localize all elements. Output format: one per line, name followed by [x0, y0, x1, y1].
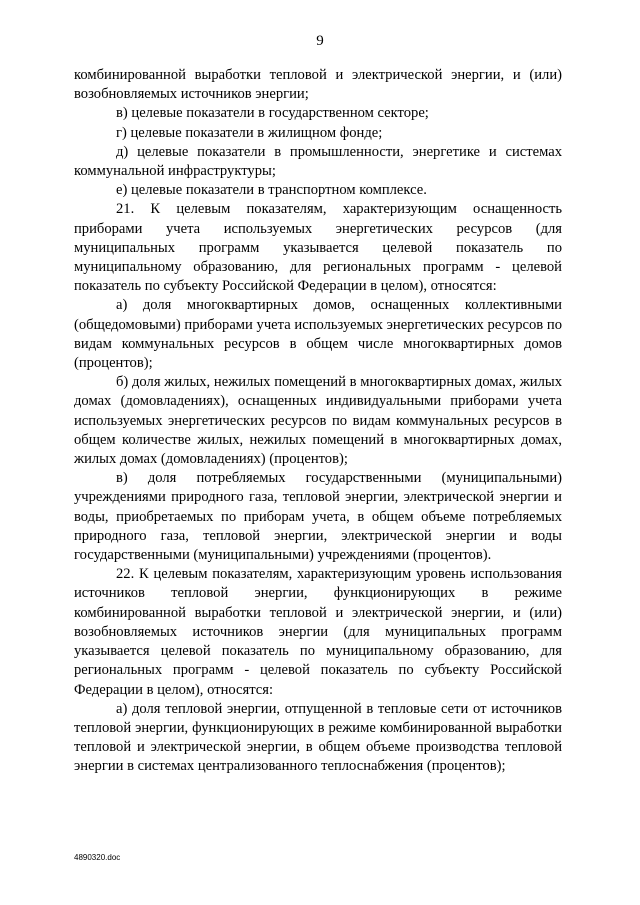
paragraph-clause-21-v: в) доля потребляемых государственными (муниципальными) учреждениями природного газа, тепловой энергии, электрической энергии и воды, приобретаемых по приборам учета, в общем объеме потребляемых природного газа, тепловой энергии, электрической энергии и воды государственными (муниципальными) учреждениями (процентов).	[74, 470, 562, 564]
page-number: 9	[316, 33, 324, 49]
paragraph-item-e: е) целевые показатели в транспортном комплексе.	[116, 182, 427, 199]
paragraph-clause-22-a: а) доля тепловой энергии, отпущенной в тепловые сети от источников тепловой энергии, функционирующих в режиме комбинированной выработки тепловой и электрической энергии, в общем объеме производства тепловой энергии в системах централизованного теплоснабжения (процентов);	[74, 700, 562, 775]
paragraph-clause-21-b: б) доля жилых, нежилых помещений в многоквартирных домах, жилых домах (домовладениях), оснащенных индивидуальными приборами учета используемых энергетических ресурсов по видам коммунальных ресурсов в общем количестве жилых, нежилых помещений в многоквартирных домах, жилых домах (домовладениях) (процентов);	[74, 374, 562, 468]
footer-filename: 4890320.doc	[74, 853, 121, 862]
paragraph-clause-21: 21. К целевым показателям, характеризующим оснащенность приборами учета используемых энергетических ресурсов (для муниципальных программ указывается целевой показатель по муниципальному образованию, для региональных программ - целевой показатель по субъекту Российской Федерации в целом), относятся:	[74, 201, 562, 295]
paragraph-clause-21-a: а) доля многоквартирных домов, оснащенных коллективными (общедомовыми) приборами учета используемых энергетических ресурсов по видам коммунальных ресурсов в общем числе многоквартирных домов (процентов);	[74, 297, 562, 372]
paragraph-continuation: комбинированной выработки тепловой и электрической энергии, и (или) возобновляемых источников энергии;	[74, 67, 562, 103]
paragraph-clause-22: 22. К целевым показателям, характеризующим уровень использования источников тепловой энергии, функционирующих в режиме комбинированной выработки тепловой и электрической энергии, и (или) возобновляемых источников энергии (для муниципальных программ указывается целевой показатель по муниципальному образованию, для региональных программ - целевой показатель по субъекту Российской Федерации в целом), относятся:	[74, 566, 562, 698]
body-text	[74, 66, 562, 777]
paragraph-item-d: д) целевые показатели в промышленности, энергетике и системах коммунальной инфраструктуры;	[74, 143, 562, 180]
paragraph-item-v: в) целевые показатели в государственном секторе;	[116, 105, 429, 122]
paragraph-item-g: г) целевые показатели в жилищном фонде;	[116, 124, 383, 141]
